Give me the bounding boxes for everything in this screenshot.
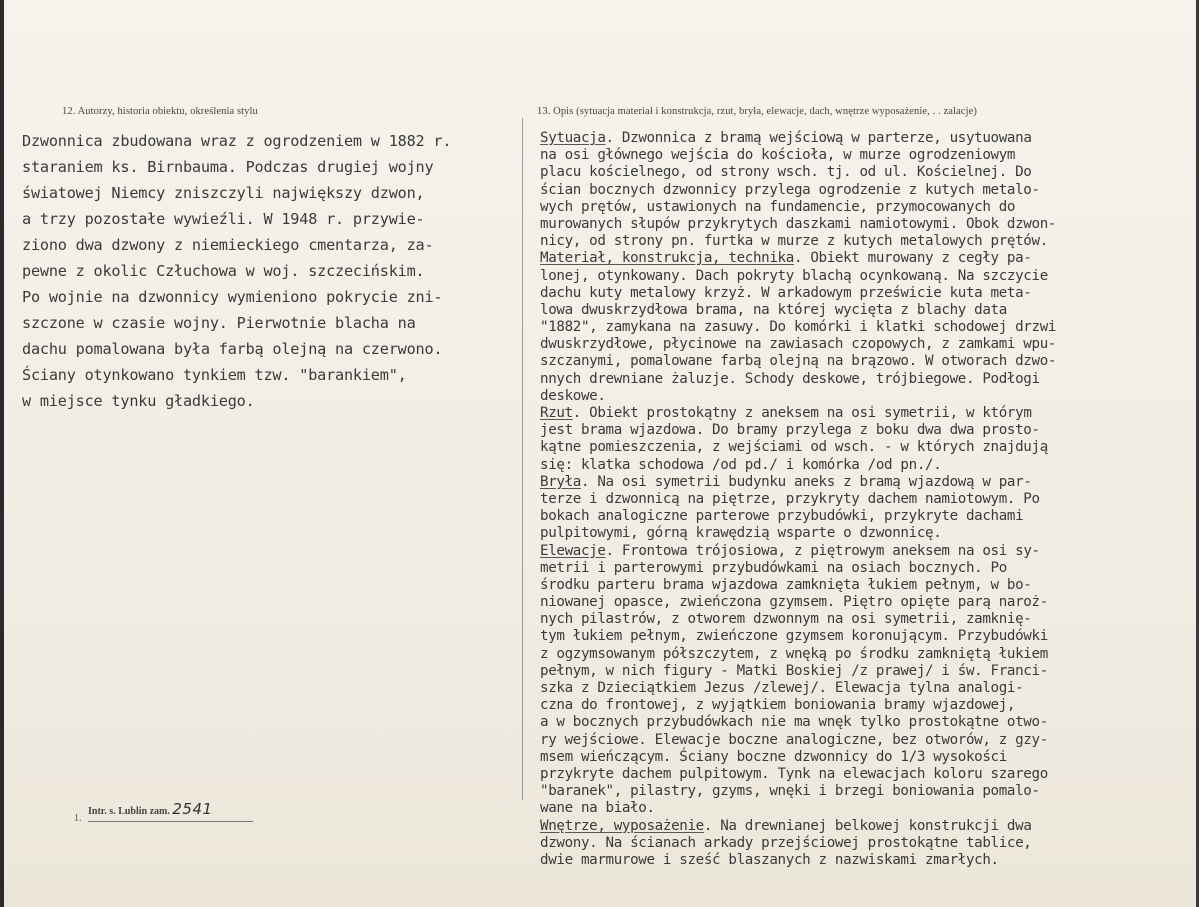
text-line [540, 800, 1192, 817]
text-line [540, 268, 1192, 285]
text-line [540, 577, 1192, 594]
text-line [540, 835, 1192, 852]
line-text: nych pilastrów, z otworem dzwonnym na osi symetrii, zamknię- [540, 611, 1032, 628]
line-text: przykryte dachem pulpitowym. Tynk na elewacjach koloru szarego [540, 765, 1048, 782]
stamp-underline [88, 821, 253, 822]
text-line [540, 285, 1192, 302]
line-text: jest brama wjazdowa. Do bramy przylega z boku dwa dwa prosto- [540, 422, 1040, 439]
stamp-printed-text: Intr. s. Lublin zam. [88, 806, 170, 817]
text-line [540, 164, 1192, 181]
line-text: . Dzwonnica z bramą wejściową w parterze, usytuowana [605, 130, 1032, 146]
text-line [540, 302, 1192, 319]
text-line: ziono dwa dzwony z niemieckiego cmentarza, za- [22, 236, 434, 254]
text-line [540, 714, 1192, 731]
line-text: deskowe. [540, 387, 606, 404]
section-label: Elewacje [540, 542, 606, 559]
text-line [540, 250, 1192, 267]
line-text: tym łukiem pełnym, zwieńczone gzymsem koronującym. Przybudówki [540, 628, 1048, 645]
text-line [540, 697, 1192, 714]
line-text: nicy, od strony pn. furtka w murze z kutych metalowych prętów. [540, 233, 1048, 250]
line-text: lowa dwuskrzydłowa brama, na której wycięta z blachy data [540, 301, 1007, 318]
line-text: "1882", zamykana na zasuwy. Do komórki i klatki schodowej drzwi [540, 319, 1057, 336]
line-text: terze i dzwonnicą na piętrze, przykryty dachem namiotowym. Po [540, 490, 1040, 507]
scan-edge-left [0, 0, 4, 907]
text-line [540, 783, 1192, 800]
section-header-history: 12. Autorzy, historia obiektu, określenia stylu [62, 106, 258, 117]
text-line [540, 508, 1192, 525]
text-line [540, 182, 1192, 199]
line-text: a w bocznych przybudówkach nie ma wnęk tylko prostokątne otwo- [540, 714, 1048, 731]
description-text [540, 130, 1192, 869]
line-text: dwie marmurowe i sześć blaszanych z nazwiskami zmarłych. [540, 851, 999, 868]
line-text: lonej, otynkowany. Dach pokryty blachą ocynkowaną. Na szczycie [540, 267, 1048, 284]
text-line [540, 474, 1192, 491]
section-label: Rzut [540, 405, 573, 421]
line-text: się: klatka schodowa /od pd./ i komórka /od pn./. [540, 456, 942, 473]
line-text: pełnym, w nich figury - Matki Boskiej /z prawej/ i św. Franci- [540, 662, 1048, 679]
line-text: ry wejściowe. Elewacje boczne analogiczne, bez otworów, z gzy- [540, 731, 1048, 748]
line-text: . Obiekt prostokątny z aneksem na osi symetrii, w którym [572, 405, 1032, 421]
line-text: szczanymi, pomalowane farbą olejną na brązowo. W otworach dzwo- [540, 353, 1057, 370]
line-text: dwuskrzydłowe, płycinowe na zawiasach czopowych, z zamkami wpu- [540, 336, 1057, 353]
section-label: Wnętrze, wyposażenie [540, 817, 704, 834]
section-label: Materiał, konstrukcja, technika [540, 250, 794, 267]
text-line [540, 852, 1192, 869]
text-line [540, 560, 1192, 577]
text-line [540, 388, 1192, 405]
line-text: wane na biało. [540, 800, 655, 817]
line-text: msem wieńczącym. Ściany boczne dzwonnicy do 1/3 wysokości [540, 748, 1007, 765]
text-line [540, 371, 1192, 388]
text-line: w miejsce tynku gładkiego. [22, 392, 255, 410]
line-text: nnych drewniane żaluzje. Schody deskowe, trójbiegowe. Podłogi [540, 370, 1040, 387]
line-text: środku parteru brama wjazdowa zamknięta łukiem pełnym, w bo- [540, 576, 1032, 593]
line-text: "baranek", pilastry, gzyms, wnęki i brzegi boniowania pomalo- [540, 783, 1040, 800]
text-line: dachu pomalowana była farbą olejną na czerwono. [22, 340, 443, 358]
text-line [540, 353, 1192, 370]
text-line [540, 147, 1192, 164]
text-line [540, 405, 1192, 422]
text-line: pewne z okolic Człuchowa w woj. szczecińskim. [22, 262, 425, 280]
text-line [540, 525, 1192, 542]
text-line [540, 818, 1192, 835]
line-text: murowanych słupów przykrytych daszkami namiotowymi. Obok dzwon- [540, 215, 1057, 232]
text-line: Po wojnie na dzwonnicy wymieniono pokrycie zni- [22, 288, 443, 306]
section-header-description: 13. Opis (sytuacja materiał i konstrukcja, rzut, bryła, elewacje, dach, wnętrze wyposażenie, . . zalacje) [537, 106, 977, 117]
text-line [540, 749, 1192, 766]
text-line [540, 732, 1192, 749]
line-text: placu kościelnego, od strony wsch. tj. od ul. Kościelnej. Do [540, 164, 1032, 181]
inventory-stamp [88, 800, 213, 818]
line-text: ścian bocznych dzwonnicy przylega ogrodzenie z kutych metalo- [540, 181, 1040, 198]
line-text: szka z Dzieciątkiem Jezus /zlewej/. Elewacja tylna analogi- [540, 680, 1024, 696]
line-text: pulpitowymi, górną krawędzią wsparte o dzwonnicę. [540, 525, 942, 542]
history-text [22, 128, 512, 414]
text-line [540, 611, 1192, 628]
text-line [540, 457, 1192, 474]
text-line [540, 199, 1192, 216]
text-line [540, 646, 1192, 663]
line-text: . Obiekt murowany z cegły pa- [793, 250, 1032, 267]
text-line: szczone w czasie wojny. Pierwotnie blacha na [22, 314, 416, 332]
section-label: Bryła [540, 473, 581, 490]
text-line [540, 663, 1192, 680]
text-line [540, 336, 1192, 353]
text-line [540, 766, 1192, 783]
text-line [540, 543, 1192, 560]
text-line [540, 439, 1192, 456]
line-text: czna do frontowej, z wyjątkiem boniowania bramy wjazdowej, [540, 697, 1016, 714]
line-text: . Frontowa trójosiowa, z piętrowym aneksem na osi sy- [605, 542, 1040, 559]
stamp-mark: 1. [74, 813, 82, 824]
text-line [540, 319, 1192, 336]
text-line: Dzwonnica zbudowana wraz z ogrodzeniem w 1882 r. [22, 132, 452, 150]
text-line [540, 628, 1192, 645]
text-line: Ściany otynkowano tynkiem tzw. "barankiem", [22, 366, 407, 384]
line-text: wych prętów, ustawionych na fundamencie, przymocowanych do [540, 198, 1016, 215]
line-text: metrii i parterowymi przybudówkami na osiach bocznych. Po [540, 559, 1007, 576]
line-text: dzwony. Na ścianach arkady przejściowej prostokątne tablice, [540, 834, 1032, 851]
text-line [540, 216, 1192, 233]
line-text: z ogzymsowanym półszczytem, z wnęką po środku zamkniętą łukiem [540, 645, 1048, 662]
text-line: a trzy pozostałe wywieźli. W 1948 r. przywie- [22, 210, 425, 228]
text-line [540, 680, 1192, 697]
line-text: dachu kuty metalowy krzyż. W arkadowym prześwicie kuta meta- [540, 284, 1032, 301]
line-text: na osi głównego wejścia do kościoła, w murze ogrodzeniowym [540, 147, 1016, 164]
text-line [540, 491, 1192, 508]
text-line [540, 130, 1192, 147]
line-text: bokach analogiczne parterowe przybudówki, przykryte dachami [540, 508, 1024, 525]
line-text: kątne pomieszczenia, z wejściami od wsch. - w których znajdują [540, 439, 1048, 456]
line-text: niowanej opasce, zwieńczona gzymsem. Piętro opięte parą naroż- [540, 594, 1048, 611]
stamp-handwritten-number: 2541 [172, 800, 213, 818]
line-text: . Na osi symetrii budynku aneks z bramą wjazdową w par- [580, 473, 1032, 490]
text-line: staraniem ks. Birnbauma. Podczas drugiej wojny [22, 158, 434, 176]
column-divider [522, 118, 523, 800]
text-line [540, 594, 1192, 611]
section-label: Sytuacja [540, 130, 606, 146]
text-line: światowej Niemcy zniszczyli największy dzwon, [22, 184, 425, 202]
line-text: . Na drewnianej belkowej konstrukcji dwa [703, 817, 1032, 834]
text-line [540, 233, 1192, 250]
text-line [540, 422, 1192, 439]
